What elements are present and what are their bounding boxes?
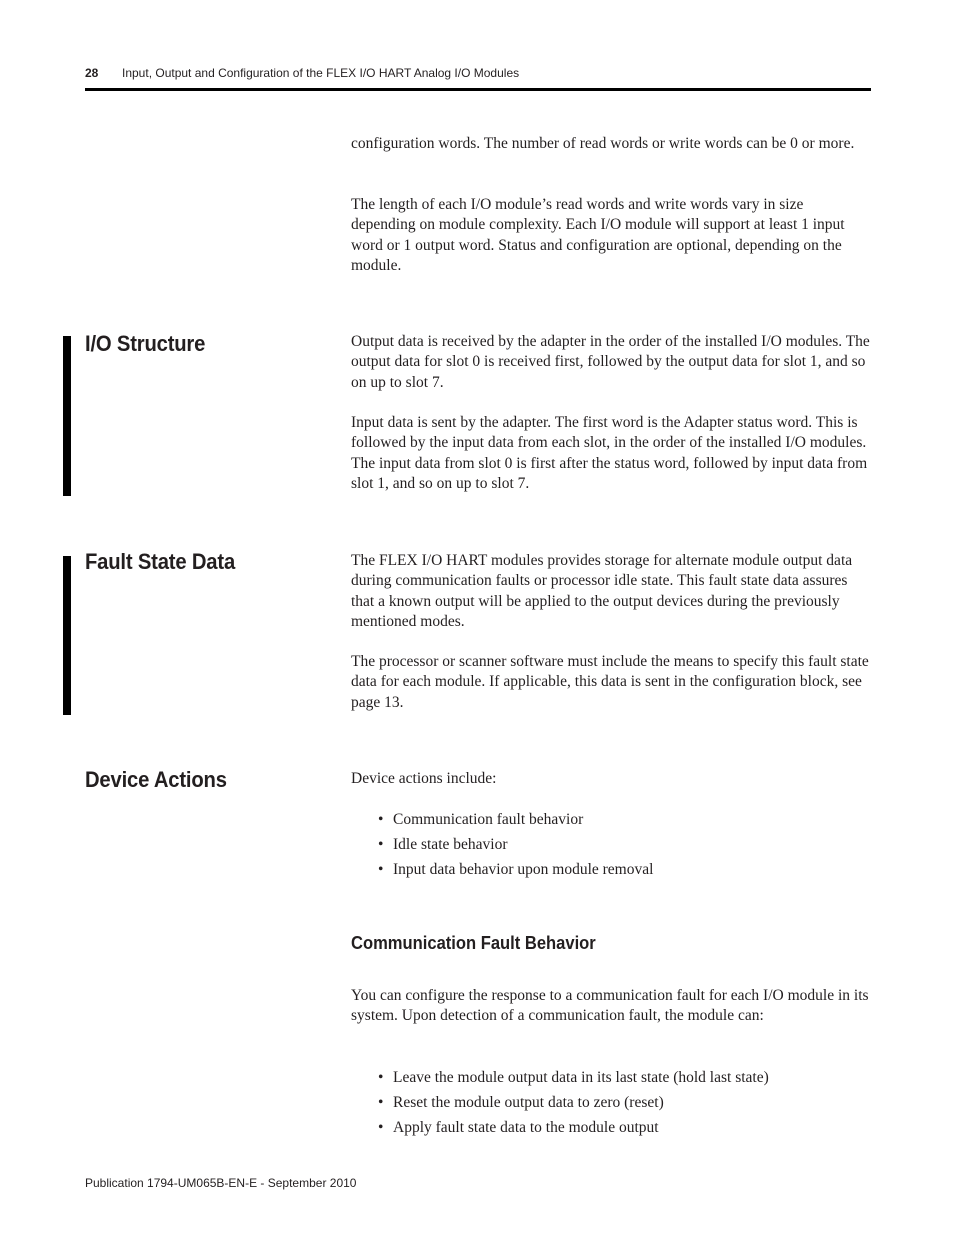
publication-footer: Publication 1794-UM065B-EN-E - September 2010 (85, 1176, 357, 1190)
list-item: • Idle state behavior (378, 836, 508, 853)
section-heading-fault-state-data: Fault State Data (85, 549, 236, 574)
comm-fault-paragraph: You can configure the response to a communication fault for each I/O module in its system. Upon detection of a communication fault, the module can: (351, 987, 869, 1025)
bullet-icon: • (378, 836, 384, 853)
fault-state-paragraph-1: The FLEX I/O HART modules provides storage for alternate module output data during communication faults or processor idle state. This fault state data assures that a known output will be applied to the output devices during the previously mentioned modes. (351, 552, 853, 631)
intro-paragraph-1: configuration words. The number of read words or write words can be 0 or more. (351, 135, 855, 152)
page-number: 28 (85, 66, 99, 80)
bullet-icon: • (378, 861, 384, 878)
io-structure-paragraph-2: Input data is sent by the adapter. The first word is the Adapter status word. This is followed by the input data from each slot, in the order of the installed I/O modules. The input data from slot 0 is first after the status word, followed by input data from slot 1, and so on up to slot 7. (351, 414, 868, 493)
list-item: • Apply fault state data to the module output (378, 1119, 659, 1136)
running-header-title: Input, Output and Configuration of the FLEX I/O HART Analog I/O Modules (122, 66, 520, 80)
header-rule (85, 88, 871, 91)
device-actions-list (378, 810, 858, 885)
list-item: • Reset the module output data to zero (reset) (378, 1094, 664, 1111)
subheading-communication-fault-behavior: Communication Fault Behavior (351, 933, 596, 953)
change-bar (63, 336, 71, 496)
list-item: • Communication fault behavior (378, 811, 584, 828)
io-structure-paragraph-1: Output data is received by the adapter in the order of the installed I/O modules. The output data for slot 0 is received first, followed by the output data for slot 1, and so on up to slot 7. (351, 333, 870, 391)
bullet-icon: • (378, 1119, 384, 1136)
bullet-icon: • (378, 1094, 384, 1111)
intro-paragraph-2: The length of each I/O module’s read words and write words vary in size depending on module complexity. Each I/O module will support at least 1 input word or 1 output word. Status and configuration are optional, depending on the module. (351, 196, 845, 275)
section-heading-device-actions: Device Actions (85, 767, 227, 792)
bullet-icon: • (378, 1069, 384, 1086)
device-actions-intro: Device actions include: (351, 770, 497, 787)
comm-fault-list (378, 1068, 858, 1143)
change-bar (63, 556, 71, 715)
bullet-icon: • (378, 811, 384, 828)
fault-state-paragraph-2: The processor or scanner software must include the means to specify this fault state data for each module. If applicable, this data is sent in the configuration block, see page 13. (351, 653, 869, 711)
list-item: • Leave the module output data in its last state (hold last state) (378, 1069, 769, 1086)
list-item: • Input data behavior upon module removal (378, 861, 654, 878)
section-heading-io-structure: I/O Structure (85, 331, 206, 356)
